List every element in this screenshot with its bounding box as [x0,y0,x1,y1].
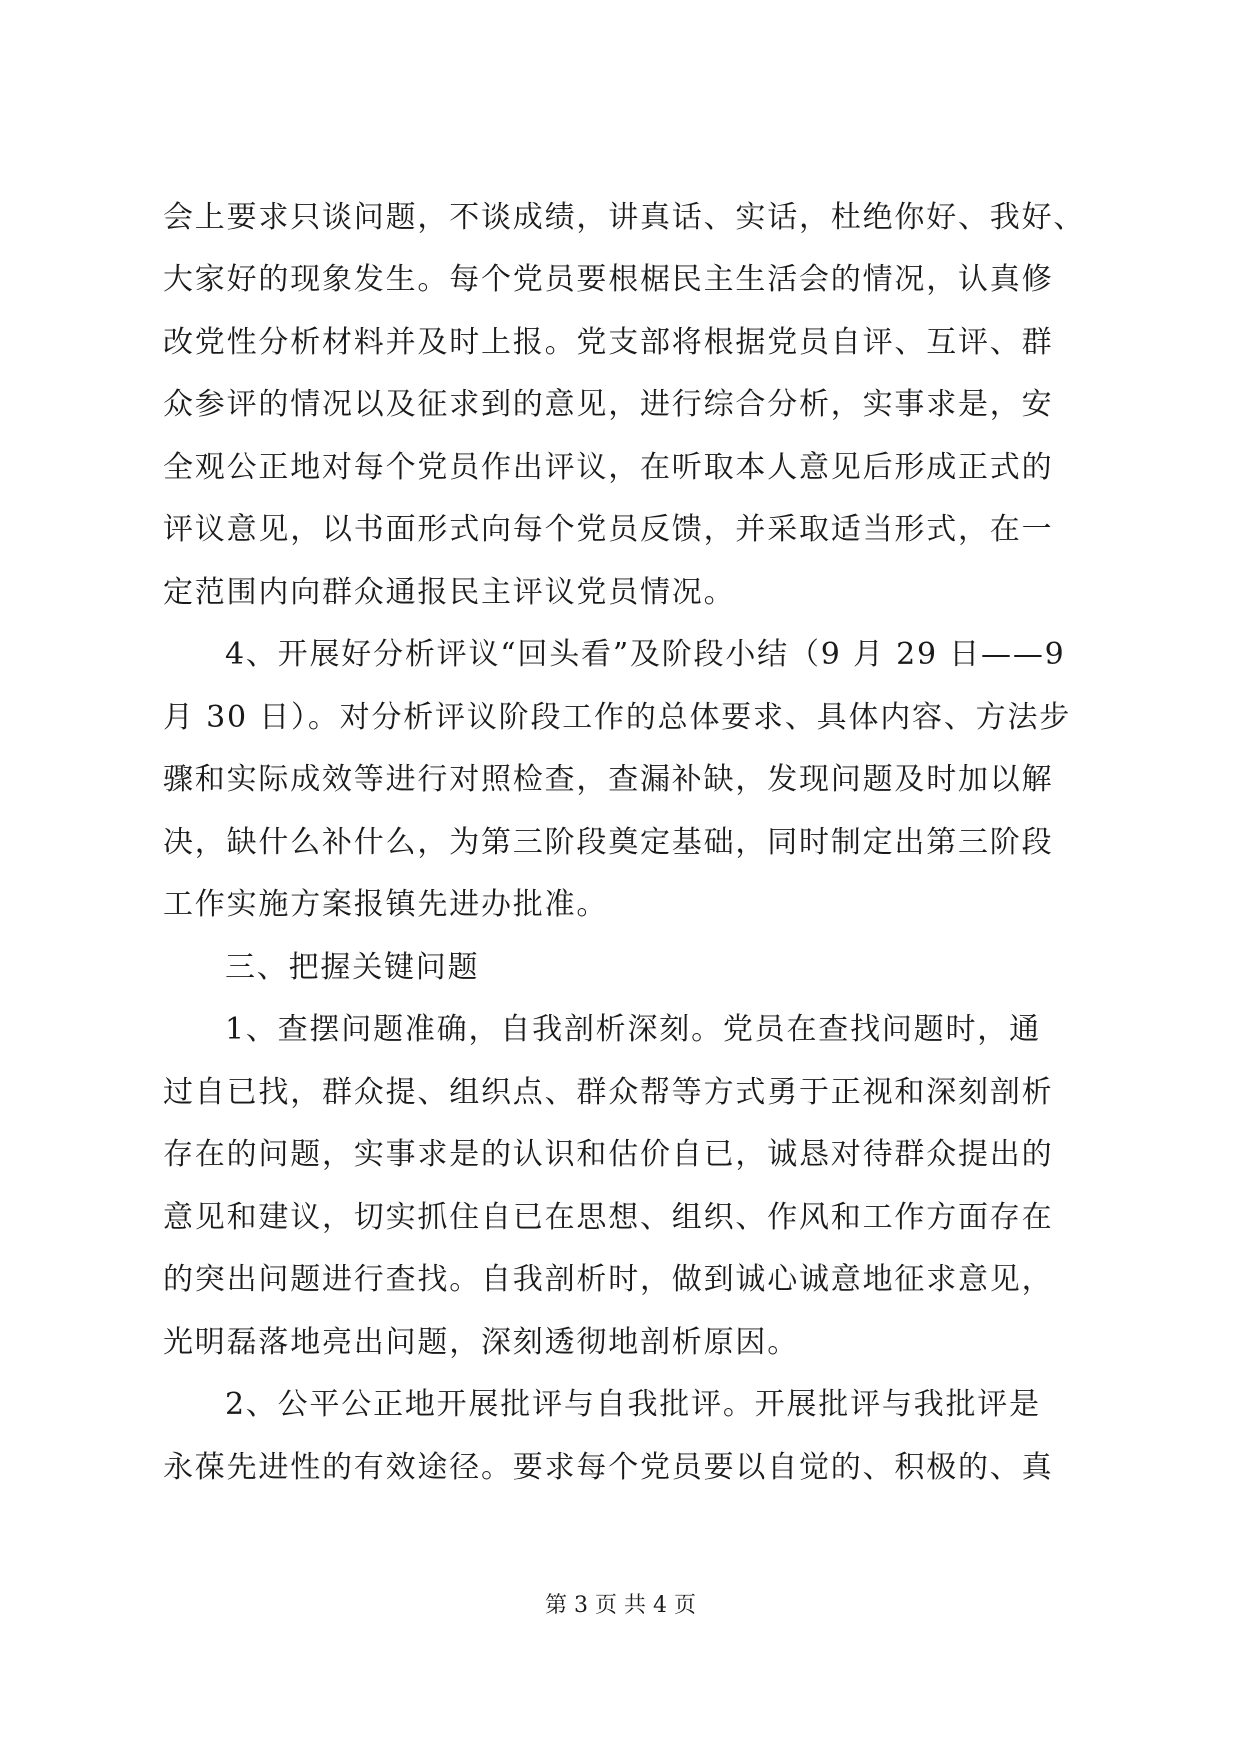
paragraph-4-first-line: 4、开展好分析评议“回头看”及阶段小结（9 月 29 日——9 [225,637,1066,672]
text-line: 骤和实际成效等进行对照检查，查漏补缺，发现问题及时加以解 [163,762,1054,797]
section-heading: 三、把握关键问题 [225,950,480,985]
text-line: 决，缺什么补什么，为第三阶段奠定基础，同时制定出第三阶段 [163,825,1054,860]
text-line: 光明磊落地亮出问题，深刻透彻地剖析原因。 [163,1325,799,1360]
page-number-footer: 第 3 页 共 4 页 [545,1593,696,1618]
text-line: 大家好的现象发生。每个党员要根椐民主生活会的情况，认真修 [163,262,1054,297]
text-line: 月 30 日）。对分析评议阶段工作的总体要求、具体内容、方法步 [163,700,1072,735]
text-line: 的突出问题进行查找。自我剖析时，做到诚心诚意地征求意见， [163,1262,1054,1297]
text-line: 会上要求只谈问题，不谈成绩，讲真话、实话，杜绝你好、我好、 [163,200,1086,235]
text-line: 定范围内向群众通报民主评议党员情况。 [163,575,736,610]
text-line: 改党性分析材料并及时上报。党支部将根据党员自评、互评、群 [163,325,1054,360]
text-line: 永葆先进性的有效途径。要求每个党员要以自觉的、积极的、真 [163,1450,1054,1485]
paragraph-1-first-line: 1、查摆问题准确，自我剖析深刻。党员在查找问题时，通 [225,1012,1041,1047]
text-line: 存在的问题，实事求是的认识和估价自已，诚恳对待群众提出的 [163,1137,1054,1172]
text-line: 评议意见，以书面形式向每个党员反馈，并采取适当形式，在一 [163,512,1054,547]
text-line: 过自已找，群众提、组织点、群众帮等方式勇于正视和深刻剖析 [163,1075,1054,1110]
text-line: 全观公正地对每个党员作出评议，在听取本人意见后形成正式的 [163,450,1054,485]
text-line: 意见和建议，切实抓住自已在思想、组织、作风和工作方面存在 [163,1200,1054,1235]
paragraph-2-first-line: 2、公平公正地开展批评与自我批评。开展批评与我批评是 [225,1387,1041,1422]
text-line: 众参评的情况以及征求到的意见，进行综合分析，实事求是，安 [163,387,1054,422]
text-line: 工作实施方案报镇先进办批准。 [163,887,609,922]
